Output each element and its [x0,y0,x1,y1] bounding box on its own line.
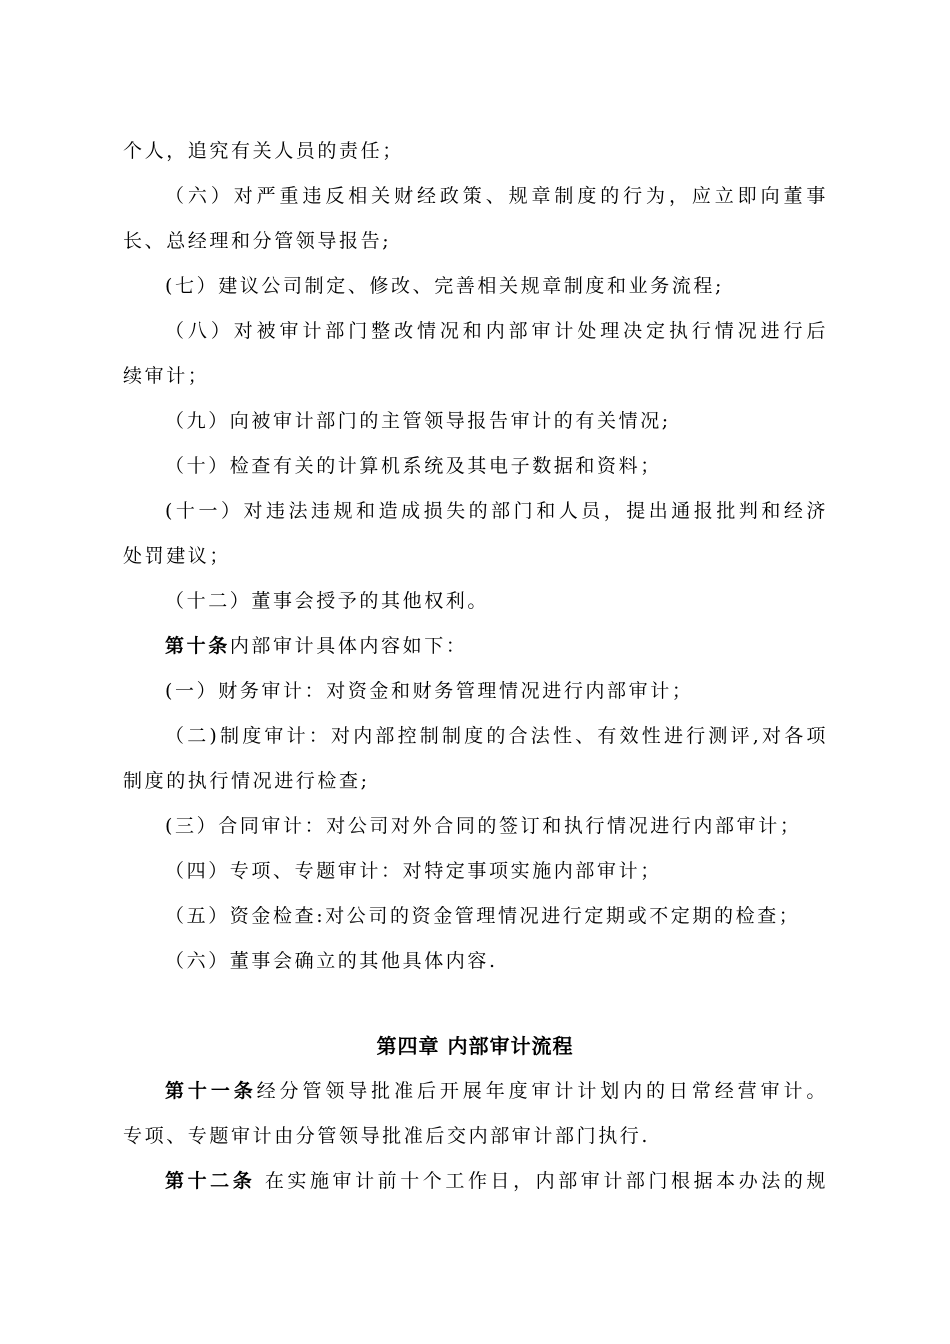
paragraph-line: 处罚建议； [123,545,232,567]
paragraph-line: 个人，追究有关人员的责任； [123,140,404,162]
article-11-text: 经分管领导批准后开展年度审计计划内的日常经营审计。 [256,1080,828,1102]
article-12-text: 在实施审计前十个工作日，内部审计部门根据本办法的规 [255,1170,828,1192]
article-10 [165,631,828,661]
paragraph-line: (十一）对违法违规和造成损失的部门和人员，提出通报批判和经济 [165,500,828,522]
article-11 [165,1076,828,1106]
article-10-text: 内部审计具体内容如下： [229,635,468,657]
list-item: 制度的执行情况进行检查; [123,770,370,792]
paragraph-line: （八）对被审计部门整改情况和内部审计处理决定执行情况进行后 [165,320,828,342]
paragraph-line: （十二）董事会授予的其他权利。 [165,590,490,612]
paragraph-line: （九）向被审计部门的主管领导报告审计的有关情况; [165,410,671,432]
article-12 [165,1166,828,1196]
paragraph-line: 续审计； [123,365,210,387]
article-12-label: 第十二条 [165,1170,256,1192]
list-item: （五）资金检查:对公司的资金管理情况进行定期或不定期的检查； [165,905,801,927]
article-10-label: 第十条 [165,635,230,657]
list-item: （二)制度审计：对内部控制制度的合法性、有效性进行测评,对各项 [165,725,828,747]
list-item: (一）财务审计：对资金和财务管理情况进行内部审计； [165,680,694,702]
list-item: （六）董事会确立的其他具体内容. [165,950,498,972]
list-item: (三）合同审计：对公司对外合同的签订和执行情况进行内部审计； [165,815,802,837]
paragraph-line: 长、总经理和分管领导报告; [123,230,392,252]
paragraph-line: （十）检查有关的计算机系统及其电子数据和资料； [165,455,662,477]
chapter-heading: 第四章 内部审计流程 [376,1034,574,1058]
paragraph-line: 专项、专题审计由分管领导批准后交内部审计部门执行. [123,1125,651,1147]
paragraph-line: （六）对严重违反相关财经政策、规章制度的行为，应立即向董事 [165,185,828,207]
paragraph-line: (七）建议公司制定、修改、完善相关规章制度和业务流程; [165,275,725,297]
article-11-label: 第十一条 [165,1080,257,1102]
list-item: （四）专项、专题审计：对特定事项实施内部审计； [165,860,662,882]
